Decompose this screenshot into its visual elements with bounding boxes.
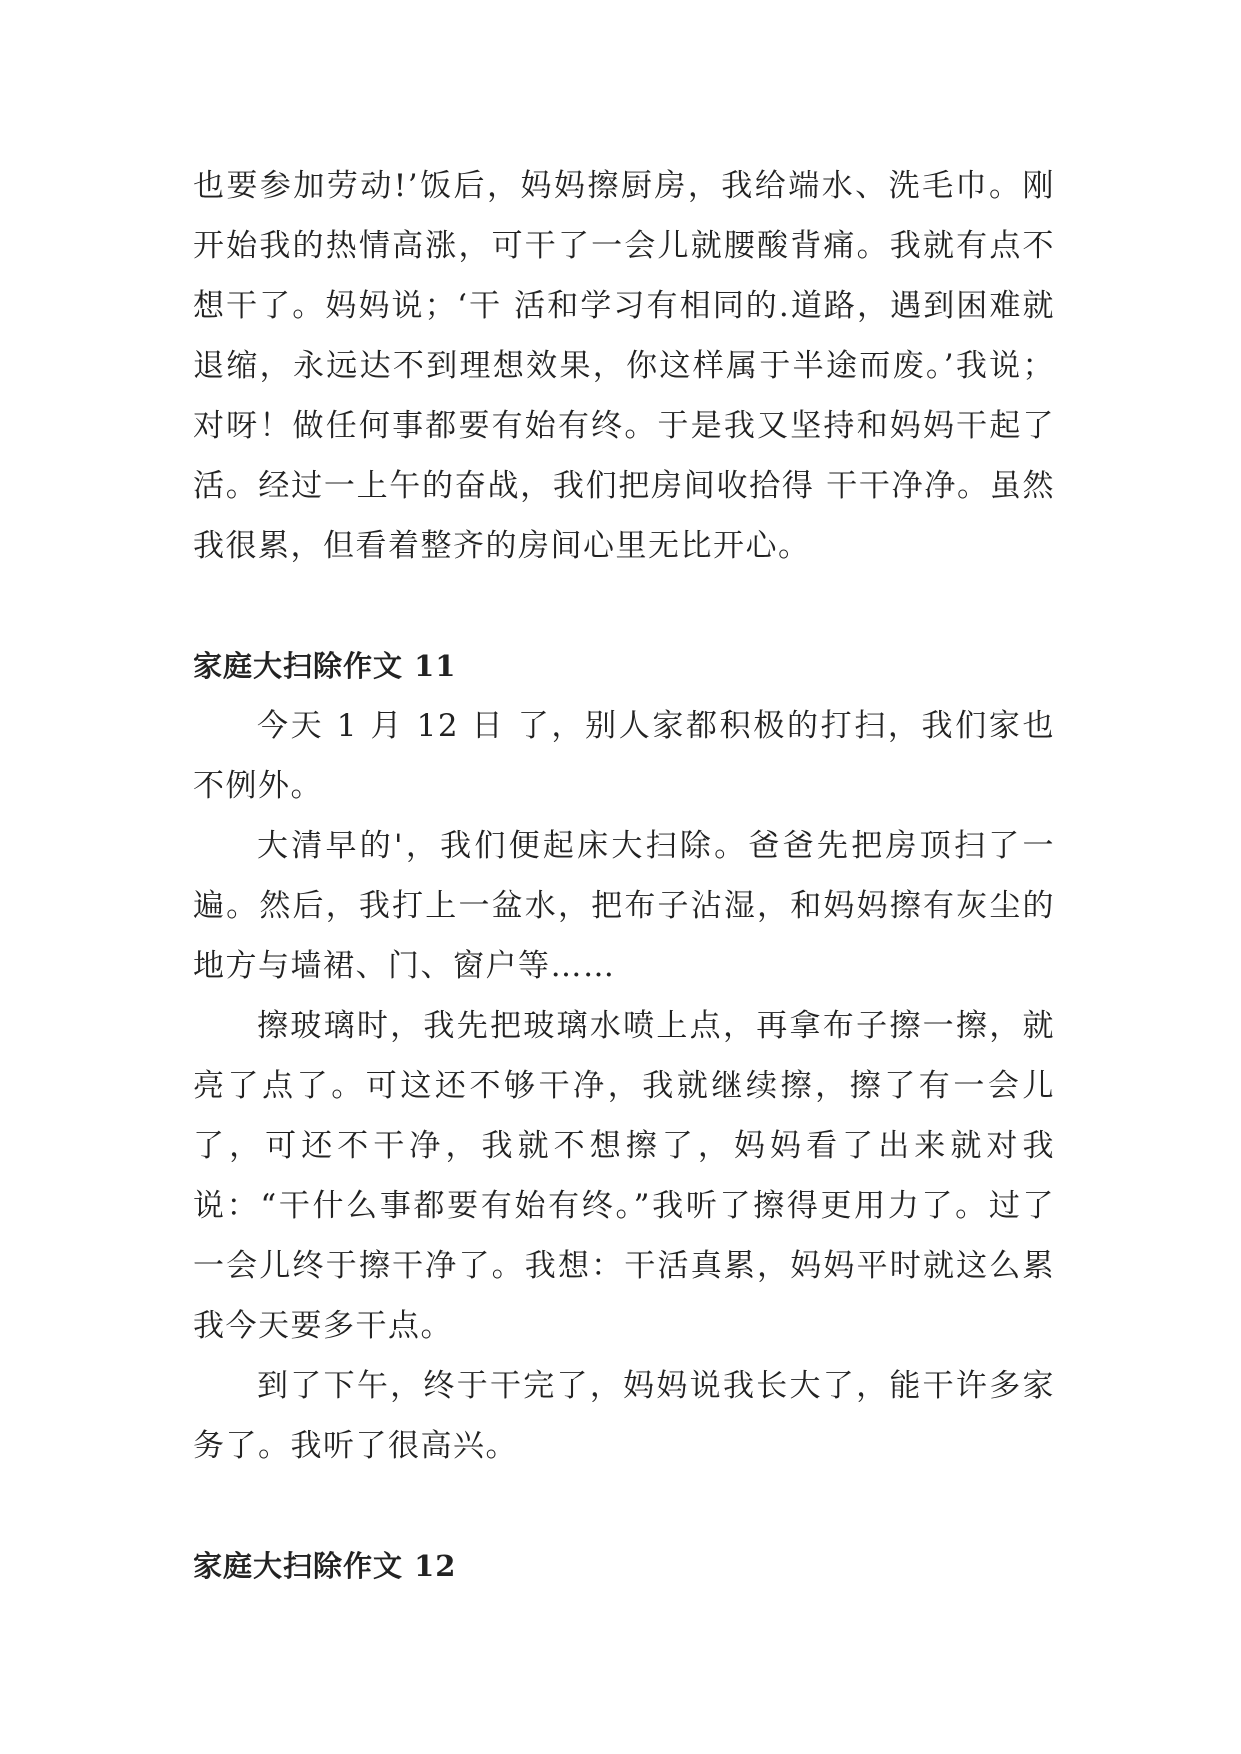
section-title-12: 家庭大扫除作文 12	[193, 1549, 457, 1583]
paragraph-continued: 也要参加劳动!’饭后，妈妈擦厨房，我给端水、洗毛巾。刚开始我的热情高涨，可干了一会儿就腰酸背痛。我就有点不想干了。妈妈说；‘干 活和学习有相同的.道路，遇到困难就退缩，永远达不到理想效果，你这样属于半途而废。’我说；对呀！做任何事都要有始有终。于是我又坚持和妈妈干起了活。经过一上午的奋战，我们把房间收拾得 干干净净。虽然我很累，但看着整齐的房间心里无比开心。	[193, 168, 1055, 564]
section-11-paragraph-4: 到了下午，终于干完了，妈妈说我长大了，能干许多家务了。我听了很高兴。	[193, 1368, 1055, 1464]
section-title-11: 家庭大扫除作文 11	[193, 649, 457, 683]
section-11-paragraph-1: 今天 1 月 12 日 了，别人家都积极的打扫，我们家也不例外。	[193, 708, 1055, 804]
section-11-paragraph-3: 擦玻璃时，我先把玻璃水喷上点，再拿布子擦一擦，就亮了点了。可这还不够干净，我就继续擦，擦了有一会儿了，可还不干净，我就不想擦了，妈妈看了出来就对我说：“干什么事都要有始有终。”我听了擦得更用力了。过了一会儿终于擦干净了。我想：干活真累，妈妈平时就这么累我今天要多干点。	[193, 1008, 1055, 1344]
section-11-paragraph-2: 大清早的'，我们便起床大扫除。爸爸先把房顶扫了一遍。然后，我打上一盆水，把布子沾湿，和妈妈擦有灰尘的地方与墙裙、门、窗户等……	[193, 828, 1055, 984]
document-body	[193, 156, 1055, 1596]
